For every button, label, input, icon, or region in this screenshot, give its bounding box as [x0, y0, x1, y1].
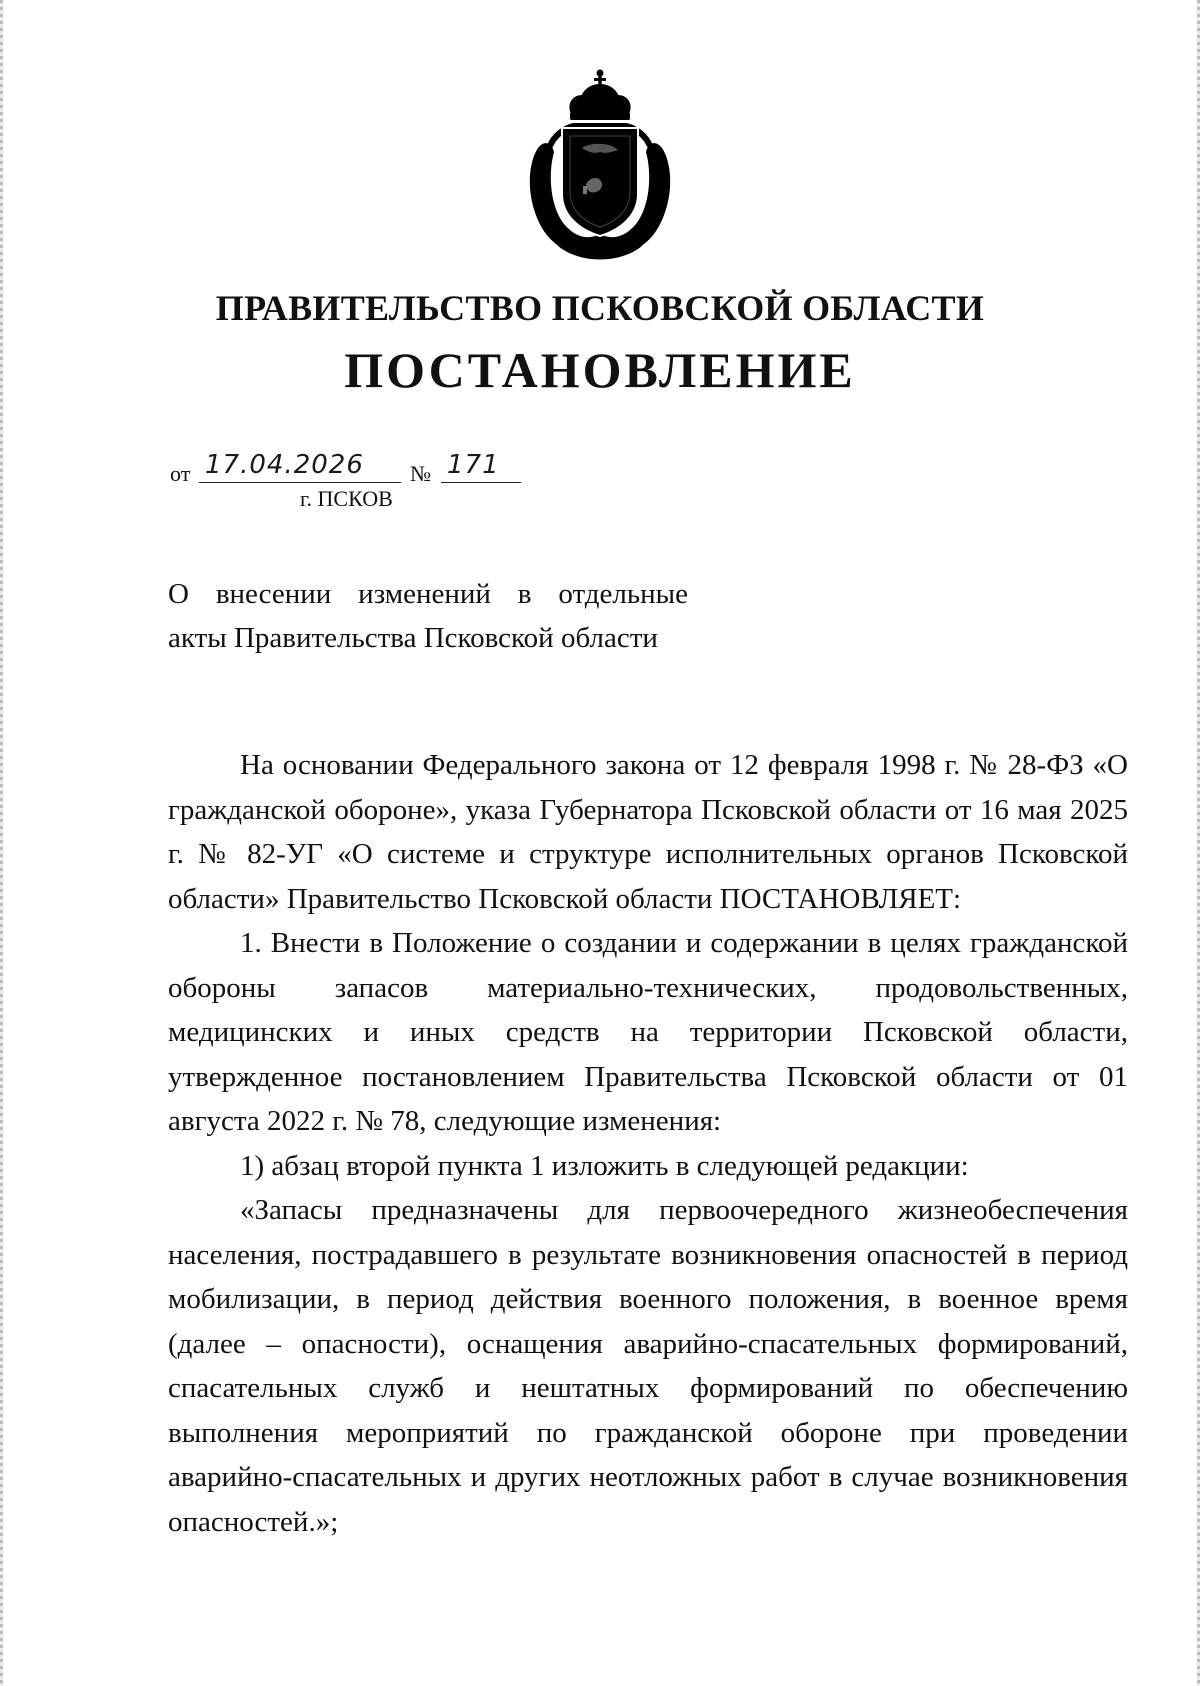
document-subject	[168, 572, 688, 660]
preamble-paragraph: На основании Федерального закона от 12 февраля 1998 г. № 28-ФЗ «О гражданской обороне», указа Губернатора Псковской области от 16 мая 2025 г. № 82-УГ «О системе и структуре исполнительных органов Псковской области» Правительство Псковской области ПОСТАНОВЛЯЕТ:	[168, 749, 1128, 915]
document-type-title: ПОСТАНОВЛЕНИЕ	[344, 342, 856, 398]
scan-edge-left	[0, 0, 3, 1686]
organization-title: ПРАВИТЕЛЬСТВО ПСКОВСКОЙ ОБЛАСТИ	[215, 288, 985, 328]
subject-line-1: О внесении изменений в отдельные	[168, 578, 688, 610]
item-1-paragraph: 1. Внести в Положение о создании и содержании в целях гражданской обороны запасов материально-технических, продовольственных, медицинских и иных средств на территории Псковской области, утвержденное постановлением Правительства Псковской области от 01 августа 2022 г. № 78, следующие изменения:	[168, 927, 1128, 1137]
date-label: от	[170, 461, 191, 486]
subitem-1-paragraph: 1) абзац второй пункта 1 изложить в следующей редакции:	[240, 1149, 969, 1182]
handwritten-date: 17.04.2026	[205, 450, 364, 480]
subject-line-2: акты Правительства Псковской области	[168, 622, 658, 654]
coat-of-arms-icon	[520, 66, 680, 262]
quoted-paragraph: «Запасы предназначены для первоочередного жизнеобеспечения населения, пострадавшего в результате возникновения опасностей в период мобилизации, в период действия военного положения, в военное время (далее – опасности), оснащения аварийно-спасательных формирований, спасательных служб и нештатных формирований по обеспечению выполнения мероприятий по гражданской обороне при проведении аварийно-спасательных и других неотложных работ в случае возникновения опасностей.»;	[168, 1194, 1128, 1538]
date-field	[199, 448, 401, 483]
city-label: г. ПСКОВ	[300, 486, 393, 511]
number-field	[441, 448, 521, 483]
document-body	[168, 743, 1128, 1544]
handwritten-number: 171	[447, 450, 500, 480]
number-label: №	[410, 461, 431, 486]
